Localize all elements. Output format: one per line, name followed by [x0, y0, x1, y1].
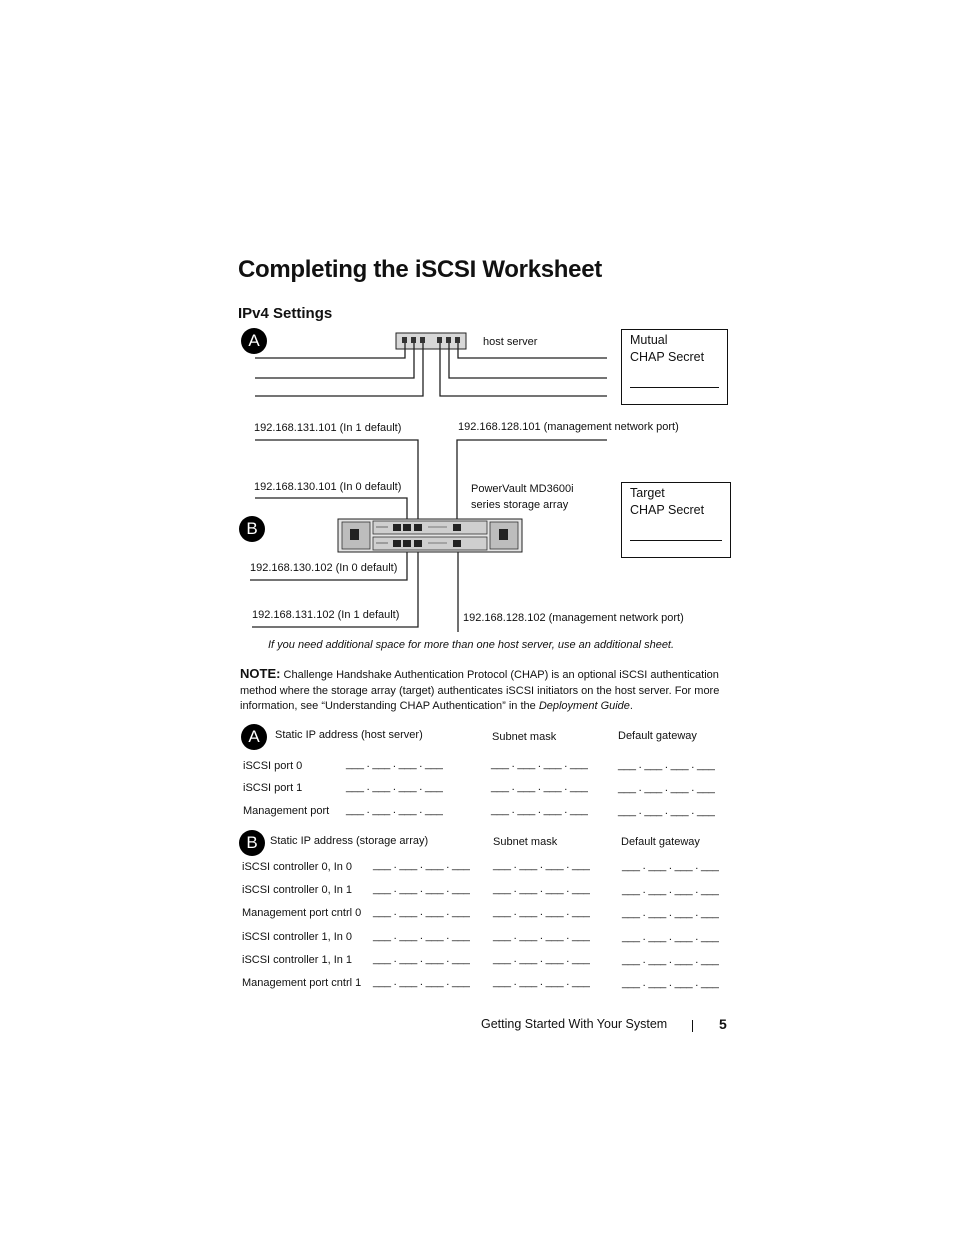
note-label: NOTE: — [240, 666, 281, 681]
array-label-line1: PowerVault MD3600i — [471, 483, 574, 495]
target-chap-line2: CHAP Secret — [630, 503, 705, 517]
gateway-blank-field[interactable]: ___ . ___ . ___ . ___ — [622, 977, 719, 989]
note-text: Challenge Handshake Authentication Protocol (CHAP) is an optional iSCSI authentication method where the storage array (target) authenticates iSCSI initiators on the host server. For more information, see “Understanding CHAP Authentication” in the — [240, 669, 720, 712]
ip-label-c1-in0: 192.168.130.102 (In 0 default) — [250, 562, 398, 574]
row-label: Management port — [243, 805, 330, 817]
note-link-title: Deployment Guide — [538, 700, 630, 712]
target-chap-line1: Target — [630, 486, 665, 500]
ip-label-c0-mgmt: 192.168.128.101 (management network port) — [458, 421, 679, 433]
ip-label-c1-mgmt: 192.168.128.102 (management network port) — [463, 612, 684, 624]
array-label-line2: series storage array — [471, 499, 569, 511]
row-label: Management port cntrl 1 — [242, 977, 362, 989]
ip-blank-field[interactable]: ___ . ___ . ___ . ___ — [373, 859, 470, 871]
subnet-blank-field[interactable]: ___ . ___ . ___ . ___ — [493, 953, 590, 965]
subnet-blank-field[interactable]: ___ . ___ . ___ . ___ — [493, 930, 590, 942]
subnet-blank-field[interactable]: ___ . ___ . ___ . ___ — [493, 883, 590, 895]
subnet-blank-field[interactable]: ___ . ___ . ___ . ___ — [491, 804, 588, 816]
note-text-end: . — [629, 700, 633, 712]
gateway-blank-field[interactable]: ___ . ___ . ___ . ___ — [622, 931, 719, 943]
header-subnet-mask: Subnet mask — [493, 836, 558, 848]
footer-separator — [692, 1020, 693, 1032]
ip-blank-field[interactable]: ___ . ___ . ___ . ___ — [373, 930, 470, 942]
header-static-ip: Static IP address (host server) — [275, 729, 423, 741]
ip-blank-field[interactable]: ___ . ___ . ___ . ___ — [373, 906, 470, 918]
mutual-chap-line2: CHAP Secret — [630, 350, 705, 364]
mutual-chap-box — [621, 329, 728, 405]
footer-text: Getting Started With Your System — [481, 1017, 668, 1031]
diagram-caption: If you need additional space for more than one host server, use an additional sheet. — [268, 639, 675, 651]
target-chap-box — [621, 482, 731, 558]
ip-blank-field[interactable]: ___ . ___ . ___ . ___ — [373, 953, 470, 965]
ip-blank-field[interactable]: ___ . ___ . ___ . ___ — [373, 883, 470, 895]
badge-b-table: B — [239, 830, 265, 856]
badge-a: A — [241, 328, 267, 354]
page-number: 5 — [719, 1016, 727, 1032]
subnet-blank-field[interactable]: ___ . ___ . ___ . ___ — [491, 758, 588, 770]
storage-array-icon — [338, 519, 522, 552]
ip-blank-field[interactable]: ___ . ___ . ___ . ___ — [373, 976, 470, 988]
ip-label-c0-in1: 192.168.131.101 (In 1 default) — [254, 422, 402, 434]
header-subnet-mask: Subnet mask — [492, 731, 557, 743]
gateway-blank-field[interactable]: ___ . ___ . ___ . ___ — [622, 884, 719, 896]
ip-blank-field[interactable]: ___ . ___ . ___ . ___ — [346, 781, 443, 793]
header-default-gateway: Default gateway — [621, 836, 700, 848]
subnet-blank-field[interactable]: ___ . ___ . ___ . ___ — [491, 781, 588, 793]
header-default-gateway: Default gateway — [618, 730, 697, 742]
ip-blank-field[interactable]: ___ . ___ . ___ . ___ — [346, 758, 443, 770]
gateway-blank-field[interactable]: ___ . ___ . ___ . ___ — [618, 782, 715, 794]
ip-label-c1-in1: 192.168.131.102 (In 1 default) — [252, 609, 400, 621]
mutual-chap-blank — [630, 387, 719, 388]
host-server-label: host server — [483, 336, 538, 348]
gateway-blank-field[interactable]: ___ . ___ . ___ . ___ — [622, 907, 719, 919]
gateway-blank-field[interactable]: ___ . ___ . ___ . ___ — [622, 954, 719, 966]
gateway-blank-field[interactable]: ___ . ___ . ___ . ___ — [618, 805, 715, 817]
gateway-blank-field[interactable]: ___ . ___ . ___ . ___ — [622, 860, 719, 872]
row-label: iSCSI port 0 — [243, 760, 303, 772]
subnet-blank-field[interactable]: ___ . ___ . ___ . ___ — [493, 906, 590, 918]
row-label: iSCSI controller 0, In 0 — [242, 861, 353, 873]
row-label: Management port cntrl 0 — [242, 907, 362, 919]
row-label: iSCSI port 1 — [243, 782, 303, 794]
row-label: iSCSI controller 1, In 1 — [242, 954, 353, 966]
row-label: iSCSI controller 1, In 0 — [242, 931, 353, 943]
header-static-ip: Static IP address (storage array) — [270, 835, 429, 847]
ip-label-c0-in0: 192.168.130.101 (In 0 default) — [254, 481, 402, 493]
ip-blank-field[interactable]: ___ . ___ . ___ . ___ — [346, 804, 443, 816]
page-title: Completing the iSCSI Worksheet — [238, 256, 602, 283]
subnet-blank-field[interactable]: ___ . ___ . ___ . ___ — [493, 859, 590, 871]
gateway-blank-field[interactable]: ___ . ___ . ___ . ___ — [618, 759, 715, 771]
target-chap-blank — [630, 540, 722, 541]
note-paragraph — [240, 666, 735, 715]
badge-b: B — [239, 516, 265, 542]
mutual-chap-line1: Mutual — [630, 333, 668, 347]
badge-a-table: A — [241, 724, 267, 750]
subnet-blank-field[interactable]: ___ . ___ . ___ . ___ — [493, 976, 590, 988]
row-label: iSCSI controller 0, In 1 — [242, 884, 353, 896]
section-title: IPv4 Settings — [238, 305, 333, 322]
